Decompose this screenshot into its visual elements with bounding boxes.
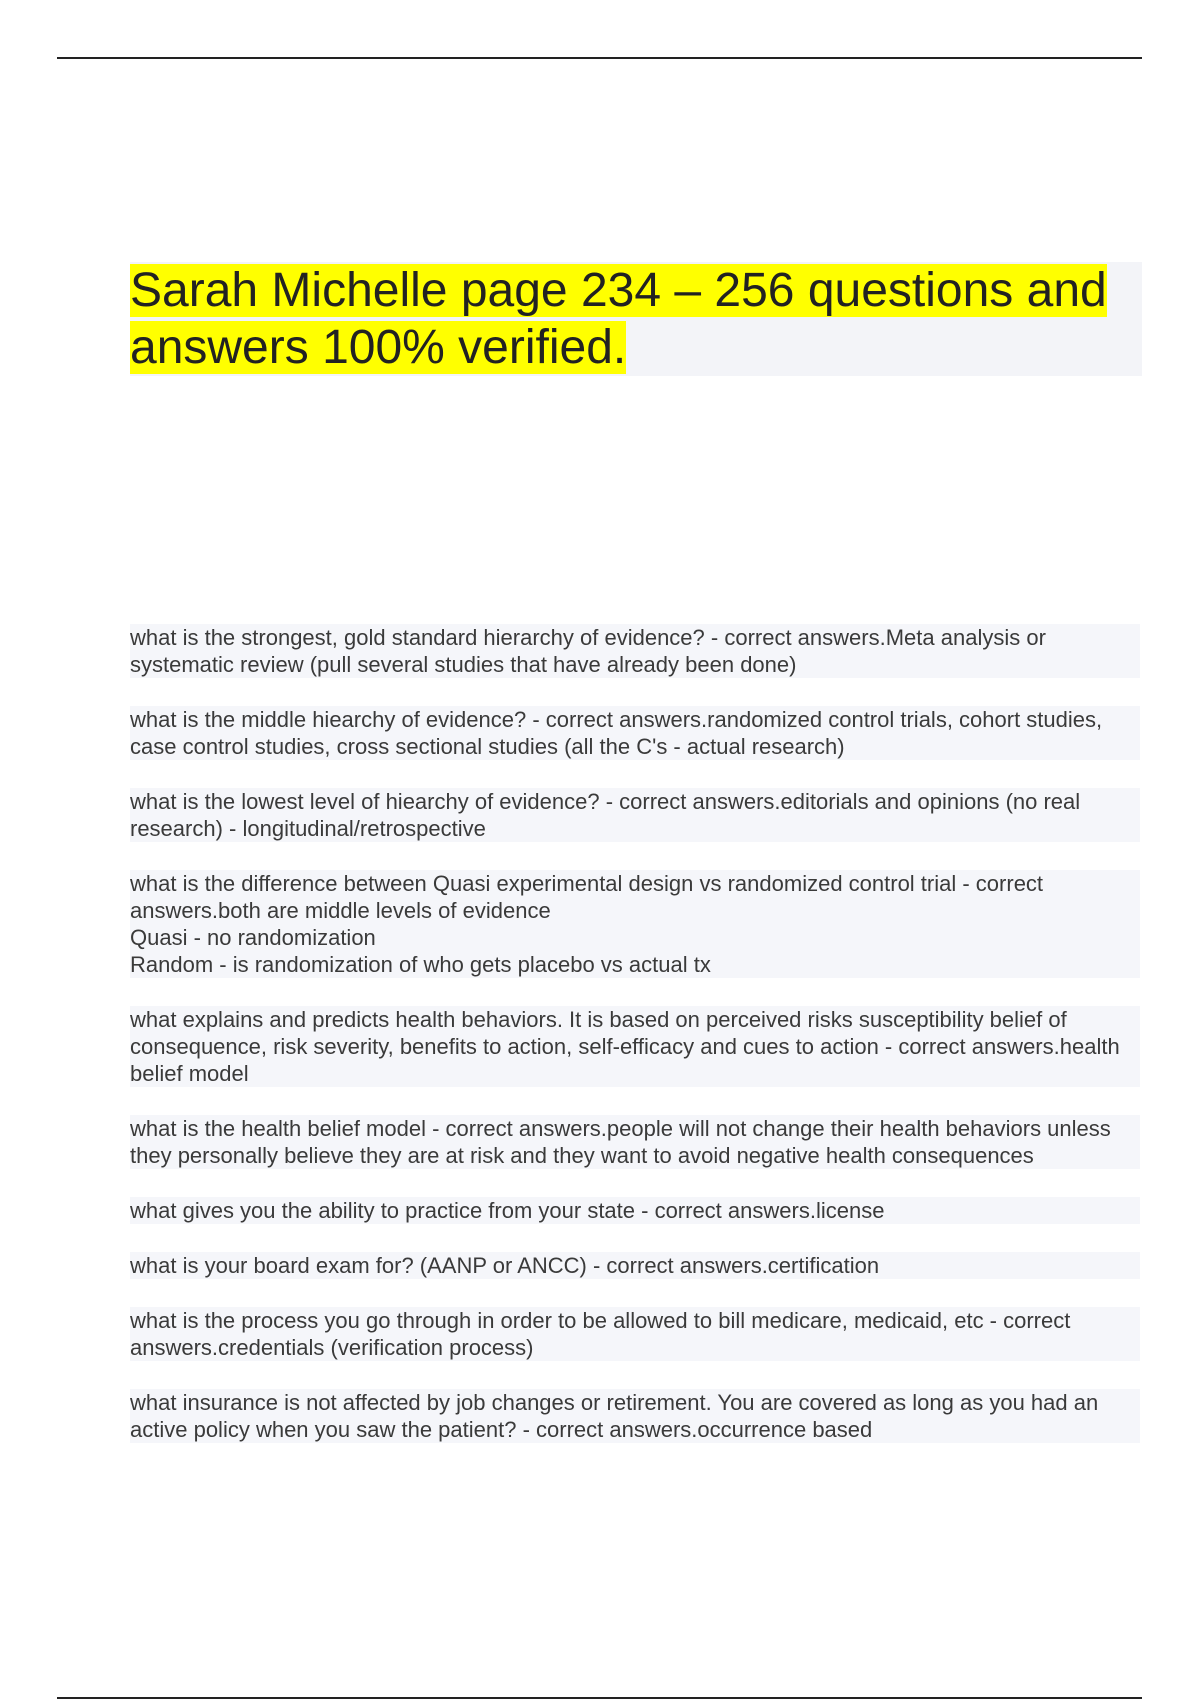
qa-item: what is the lowest level of hiearchy of evidence? - correct answers.editorials and opinions (no real research) - longitudinal/retrospective (130, 788, 1140, 842)
footer-rule (57, 1697, 1142, 1699)
document-title (130, 262, 1142, 376)
header-rule (57, 57, 1142, 59)
qa-item: what is the strongest, gold standard hierarchy of evidence? - correct answers.Meta analysis or systematic review (pull several studies that have already been done) (130, 624, 1140, 678)
qa-item: what is your board exam for? (AANP or ANCC) - correct answers.certification (130, 1252, 1140, 1279)
qa-item: what gives you the ability to practice from your state - correct answers.license (130, 1197, 1140, 1224)
qa-item: what is the process you go through in order to be allowed to bill medicare, medicaid, etc - correct answers.credentials (verification process) (130, 1307, 1140, 1361)
qa-item: what is the middle hiearchy of evidence? - correct answers.randomized control trials, cohort studies, case control studies, cross sectional studies (all the C's - actual research) (130, 706, 1140, 760)
qa-item: what insurance is not affected by job changes or retirement. You are covered as long as you had an active policy when you saw the patient? - correct answers.occurrence based (130, 1389, 1140, 1443)
qa-item: what is the health belief model - correct answers.people will not change their health behaviors unless they personally believe they are at risk and they want to avoid negative health consequences (130, 1115, 1140, 1169)
title-block (130, 262, 1142, 376)
qa-item: what is the difference between Quasi experimental design vs randomized control trial - correct answers.both are middle levels of evidence Quasi - no randomization Random - is randomization of who gets placebo vs actual tx (130, 870, 1140, 978)
qa-list (130, 624, 1140, 1471)
qa-item: what explains and predicts health behaviors. It is based on perceived risks susceptibility belief of consequence, risk severity, benefits to action, self-efficacy and cues to action - correct answers.health belief model (130, 1006, 1140, 1087)
title-highlight: Sarah Michelle page 234 – 256 questions and answers 100% verified. (130, 264, 1107, 374)
